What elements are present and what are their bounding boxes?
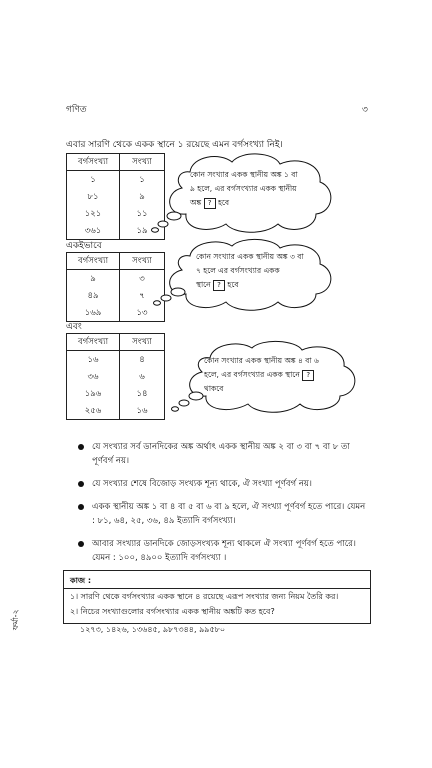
list-item-text: আবার সংখ্যার ডানদিকে জোড়সংখ্যক শূন্য থাকলে ঐ সংখ্যা পূর্ণবর্গ হতে পারে। যেমন : ১০০, ৪৯০০ ইত্যাদি বর্গসংখ্যা । [92, 539, 356, 563]
table-cell: ৪৯ [67, 287, 120, 304]
rules-list [78, 440, 368, 574]
cloud-line: থাকবে [204, 384, 224, 393]
bullet-icon [78, 481, 84, 487]
table-cell: ৪ [120, 351, 165, 369]
square-table-3 [66, 333, 165, 420]
cloud-text-part: স্থানে [196, 280, 211, 289]
table-cell: ১৩ [120, 304, 165, 322]
table-cell: ৩ [120, 270, 165, 288]
activity-box [63, 570, 371, 624]
table-row [67, 402, 165, 420]
divider [64, 588, 370, 589]
table-header: সংখ্যা [120, 334, 165, 351]
table-cell: ৩৬১ [67, 222, 120, 240]
table-row [67, 385, 165, 402]
table-cell: ১৬ [120, 402, 165, 420]
table-cell: ১৬৯ [67, 304, 120, 322]
label-similarly: একইভাবে [66, 241, 102, 251]
list-item [78, 440, 368, 468]
list-item [78, 537, 368, 565]
list-item [78, 477, 368, 491]
bullet-icon [78, 444, 84, 450]
table-header: বর্গসংখ্যা [67, 253, 120, 270]
label-and: এবং [66, 322, 82, 332]
table-cell: ৭ [120, 287, 165, 304]
question-box: ? [302, 370, 314, 381]
table-row [67, 351, 165, 369]
question-box: ? [213, 280, 225, 291]
activity-item-1: ১। সারণি থেকে বর্গসংখ্যার একক স্থানে ৪ রয়েছে এরূপ সংখ্যার জন্য নিয়ম তৈরি কর। [70, 592, 339, 601]
bullet-icon [78, 504, 84, 510]
table-cell: ৯ [67, 270, 120, 288]
cloud-line [196, 278, 304, 292]
cloud-3-text [204, 354, 319, 396]
cloud-line: কোন সংখ্যার একক স্থানীয় অঙ্ক ৩ বা [196, 252, 304, 261]
cloud-text-part: হলে, এর বর্গসংখ্যার একক স্থানে [204, 370, 300, 379]
activity-item-2: ২। নিচের সংখ্যাগুলোর বর্গসংখ্যার একক স্থানীয় অঙ্কটি কত হবে? [70, 607, 275, 616]
bullet-icon [78, 541, 84, 547]
activity-title: কাজ : [70, 576, 92, 585]
table-header: বর্গসংখ্যা [67, 334, 120, 351]
activity-numbers: ১২৭৩, ১৪২৬, ১৩৬৪৫, ৯৮৭৩৪৪, ৯৯৫৮০ [80, 625, 226, 634]
table-cell: ১ [67, 171, 120, 189]
cloud-line: ৯ হলে, এর বর্গসংখ্যার একক স্থানীয় [190, 184, 297, 193]
side-form-code: ফর্মা-২ [11, 609, 20, 630]
table-row [67, 368, 165, 385]
list-item-text: যে সংখ্যার শেষে বিজোড় সংখ্যক শূন্য থাকে, ঐ সংখ্যা পূর্ণবর্গ নয়। [92, 479, 312, 489]
table-cell: ১৬ [67, 351, 120, 369]
list-item-text: একক স্থানীয় অঙ্ক ১ বা ৪ বা ৫ বা ৬ বা ৯ হলে, ঐ সংখ্যা পূর্ণবর্গ হতে পারে। যেমন : ৮১, ৬৪, ২৫, ৩৬, ৪৯ ইত্যাদি বর্গসংখ্যা। [92, 502, 366, 526]
cloud-line [204, 368, 319, 382]
table-cell: ১৯ [120, 222, 165, 240]
list-item [78, 500, 368, 528]
table-cell: ২৫৬ [67, 402, 120, 420]
table-cell: ৬ [120, 368, 165, 385]
table-cell: ৮১ [67, 188, 120, 205]
cloud-line: ৭ হলে এর বর্গসংখ্যার একক [196, 266, 280, 275]
cloud-text-part: হবে [217, 198, 230, 207]
cloud-line: কোন সংখ্যার একক স্থানীয় অঙ্ক ১ বা [190, 170, 298, 179]
intro-text: এবার সারণি থেকে একক স্থানে ১ রয়েছে এমন বর্গসংখ্যা নিই। [66, 140, 283, 150]
table-cell: ১৯৬ [67, 385, 120, 402]
list-item-text: যে সংখ্যার সর্ব ডানদিকের অঙ্ক অর্থাৎ একক স্থানীয় অঙ্ক ২ বা ৩ বা ৭ বা ৮ তা পূর্ণবর্গ নয়। [92, 442, 350, 466]
table-cell: ৩৬ [67, 368, 120, 385]
cloud-2-text [196, 250, 304, 292]
running-header: গণিত [66, 105, 87, 115]
table-header: বর্গসংখ্যা [67, 154, 120, 171]
table-cell: ১ [120, 171, 165, 189]
cloud-1-text [190, 168, 298, 210]
table-header: সংখ্যা [120, 154, 165, 171]
cloud-text-part: হবে [227, 280, 239, 289]
cloud-line: কোন সংখ্যার একক স্থানীয় অঙ্ক ৪ বা ৬ [204, 356, 319, 365]
cloud-text-part: অঙ্ক [190, 198, 202, 207]
cloud-line [190, 196, 298, 210]
table-cell: ১২১ [67, 205, 120, 222]
table-cell: ১৪ [120, 385, 165, 402]
table-cell: ১১ [120, 205, 165, 222]
page-number: ৩ [362, 105, 368, 115]
table-header: সংখ্যা [120, 253, 165, 270]
table-cell: ৯ [120, 188, 165, 205]
question-box: ? [204, 198, 216, 209]
